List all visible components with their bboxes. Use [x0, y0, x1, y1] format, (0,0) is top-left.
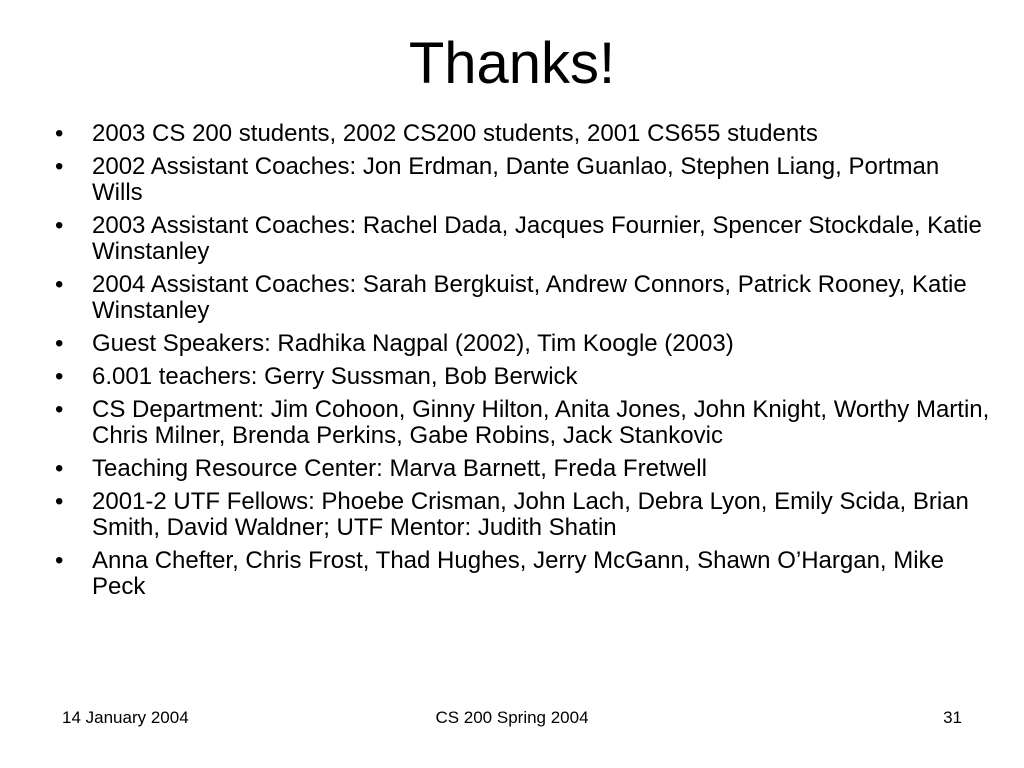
bullet-text: Teaching Resource Center: Marva Barnett, Freda Fretwell — [92, 455, 707, 482]
bullet-item — [55, 272, 995, 324]
footer-page-number: 31 — [943, 708, 962, 727]
bullet-dot-icon: • — [55, 120, 64, 147]
bullet-text: 2004 Assistant Coaches: Sarah Bergkuist, Andrew Connors, Patrick Rooney, Katie Winstanley — [92, 271, 967, 324]
footer-date: 14 January 2004 — [62, 708, 189, 727]
bullet-dot-icon: • — [55, 455, 64, 482]
bullet-item — [55, 364, 995, 390]
bullet-dot-icon: • — [55, 330, 64, 357]
bullet-item — [55, 548, 995, 600]
bullet-dot-icon: • — [55, 212, 64, 239]
bullet-text: 2002 Assistant Coaches: Jon Erdman, Dante Guanlao, Stephen Liang, Portman Wills — [92, 153, 940, 206]
bullet-item — [55, 154, 995, 206]
bullet-dot-icon: • — [55, 271, 64, 298]
bullet-list — [55, 121, 995, 607]
bullet-text: 2003 CS 200 students, 2002 CS200 students, 2001 CS655 students — [92, 120, 818, 147]
bullet-dot-icon: • — [55, 547, 64, 574]
bullet-text: Anna Chefter, Chris Frost, Thad Hughes, Jerry McGann, Shawn O’Hargan, Mike Peck — [92, 547, 944, 600]
bullet-item — [55, 456, 995, 482]
bullet-item — [55, 489, 995, 541]
bullet-item — [55, 121, 995, 147]
bullet-text: Guest Speakers: Radhika Nagpal (2002), Tim Koogle (2003) — [92, 330, 734, 357]
bullet-dot-icon: • — [55, 363, 64, 390]
slide-title: Thanks! — [408, 31, 616, 96]
bullet-text: 2001-2 UTF Fellows: Phoebe Crisman, John Lach, Debra Lyon, Emily Scida, Brian Smith, David Waldner; UTF Mentor: Judith Shatin — [92, 488, 969, 541]
bullet-dot-icon: • — [55, 153, 64, 180]
bullet-item — [55, 397, 995, 449]
bullet-text: 6.001 teachers: Gerry Sussman, Bob Berwick — [92, 363, 578, 390]
bullet-text: 2003 Assistant Coaches: Rachel Dada, Jacques Fournier, Spencer Stockdale, Katie Winstanley — [92, 212, 982, 265]
bullet-item — [55, 331, 995, 357]
footer-course-title: CS 200 Spring 2004 — [435, 708, 589, 727]
bullet-text: CS Department: Jim Cohoon, Ginny Hilton, Anita Jones, John Knight, Worthy Martin, Chris Milner, Brenda Perkins, Gabe Robins, Jack Stankovic — [92, 396, 990, 449]
bullet-dot-icon: • — [55, 396, 64, 423]
bullet-item — [55, 213, 995, 265]
bullet-dot-icon: • — [55, 488, 64, 515]
